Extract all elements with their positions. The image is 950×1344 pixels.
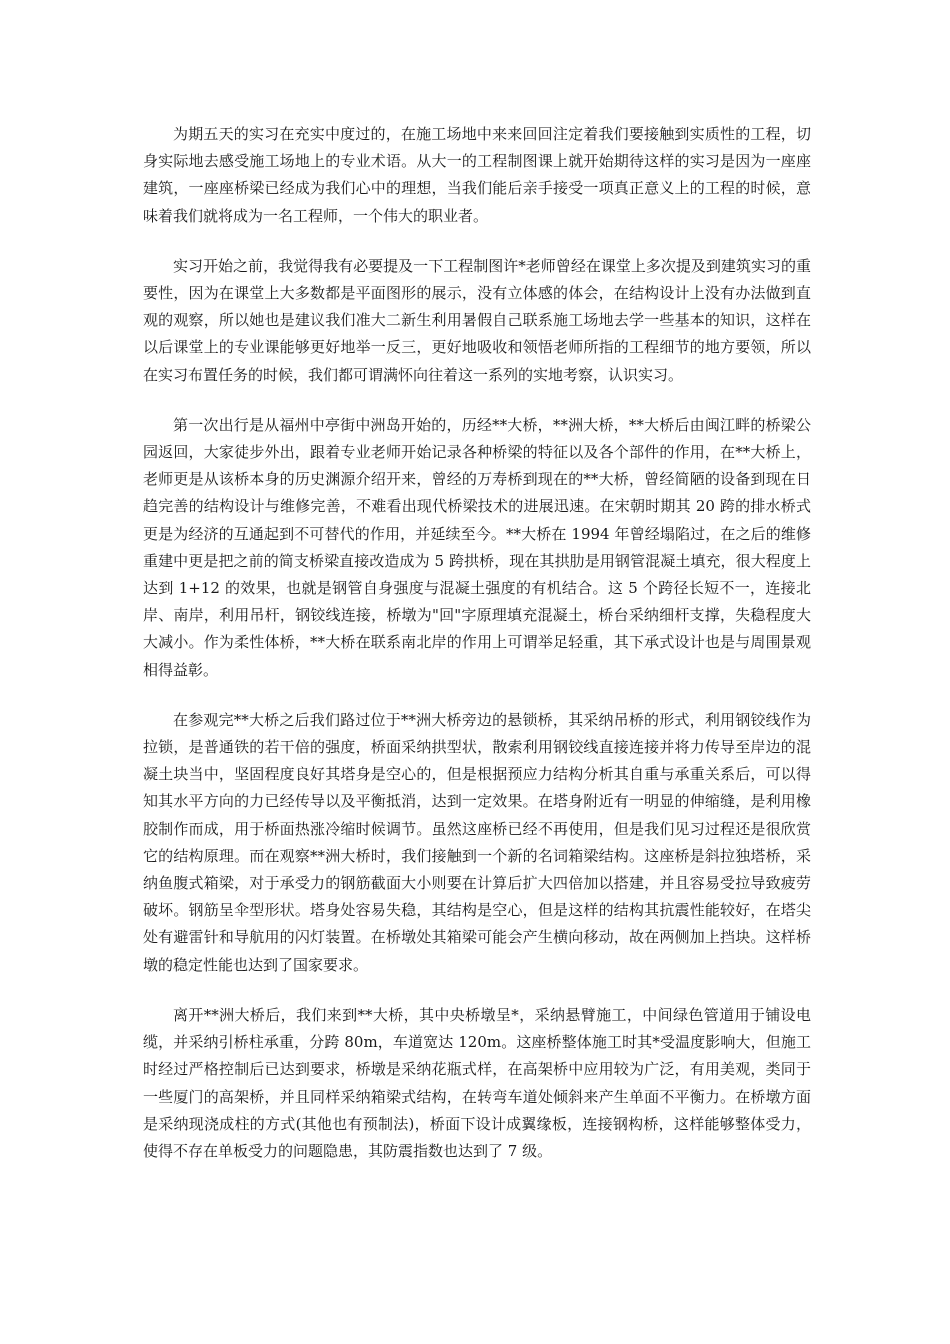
paragraph-2: 实习开始之前，我觉得我有必要提及一下工程制图许*老师曾经在课堂上多次提及到建筑实习的重要性，因为在课堂上大多数都是平面图形的展示，没有立体感的体会，在结构设计上没有办法做到直观的观察，所以她也是建议我们准大二新生利用暑假自己联系施工场地去学一些基本的知识，这样在以后课堂上的专业课能够更好地举一反三，更好地吸收和领悟老师所指的工程细节的地方要领，所以在实习布置任务的时候，我们都可谓满怀向往着这一系列的实地考察，认识实习。 bbox=[143, 256, 811, 384]
paragraph-3: 第一次出行是从福州中亭街中洲岛开始的，历经**大桥，**洲大桥，**大桥后由闽江畔的桥梁公园返回，大家徒步外出，跟着专业老师开始记录各种桥梁的特征以及各个部件的作用，在**大桥上，老师更是从该桥本身的历史渊源介绍开来，曾经的万寿桥到现在的**大桥，曾经简陋的设备到现在日趋完善的结构设计与维修完善，不难看出现代桥梁技术的进展迅速。在宋朝时期其 20 跨的排水桥式更是为经济的互通起到不可替代的作用，并延续至今。**大桥在 1994 年曾经塌陷过，在之后的维修重建中更是把之前的简支桥梁直接改造成为 5 跨拱桥，现在其拱肋是用钢管混凝土填充，很大程度上达到 1+12 的效果，也就是钢管自身强度与混凝土强度的有机结合。这 5 个跨径长短不一，连接北岸、南岸，利用吊杆，钢铰线连接，桥墩为"回"字原理填充混凝土，桥台采纳细杆支撑，失稳程度大大减小。作为柔性体桥，**大桥在联系南北岸的作用上可谓举足轻重，其下承式设计也是与周围景观相得益彰。 bbox=[143, 415, 811, 679]
paragraph-5: 离开**洲大桥后，我们来到**大桥，其中央桥墩呈*，采纳悬臂施工，中间绿色管道用于铺设电缆，并采纳引桥柱承重，分跨 80m，车道宽达 120m。这座桥整体施工时其*受温度影响大，但施工时经过严格控制后已达到要求，桥墩是采纳花瓶式样，在高架桥中应用较为广泛，有用美观，类同于一些厦门的高架桥，并且同样采纳箱梁式结构，在转弯车道处倾斜来产生单面不平衡力。在桥墩方面是采纳现浇成柱的方式(其他也有预制法)，桥面下设计成翼缘板，连接钢构桥，这样能够整体受力，使得不存在单板受力的问题隐患，其防震指数也达到了 7 级。 bbox=[143, 1005, 811, 1160]
paragraph-4: 在参观完**大桥之后我们路过位于**洲大桥旁边的悬锁桥，其采纳吊桥的形式，利用钢铰线作为拉锁，是普通铁的若干倍的强度，桥面采纳拱型状，散索利用钢铰线直接连接并将力传导至岸边的混凝土块当中，坚固程度良好其塔身是空心的，但是根据预应力结构分析其自重与承重关系后，可以得知其水平方向的力已经传导以及平衡抵消，达到一定效果。在塔身附近有一明显的伸缩缝，是利用橡胶制作而成，用于桥面热涨冷缩时候调节。虽然这座桥已经不再使用，但是我们见习过程还是很欣赏它的结构原理。而在观察**洲大桥时，我们接触到一个新的名词箱梁结构。这座桥是斜拉独塔桥，采纳鱼腹式箱梁，对于承受力的钢筋截面大小则要在计算后扩大四倍加以搭建，并且容易受拉导致疲劳破坏。钢筋呈伞型形状。塔身处容易失稳，其结构是空心，但是这样的结构其抗震性能较好，在塔尖处有避雷针和导航用的闪灯装置。在桥墩处其箱梁可能会产生横向移动，故在两侧加上挡块。这样桥墩的稳定性能也达到了国家要求。 bbox=[143, 710, 811, 974]
paragraph-1: 为期五天的实习在充实中度过的，在施工场地中来来回回注定着我们要接触到实质性的工程，切身实际地去感受施工场地上的专业术语。从大一的工程制图课上就开始期待这样的实习是因为一座座建筑，一座座桥梁已经成为我们心中的理想，当我们能后亲手接受一项真正意义上的工程的时候，意味着我们就将成为一名工程师，一个伟大的职业者。 bbox=[143, 125, 811, 225]
document-body bbox=[143, 121, 811, 1188]
